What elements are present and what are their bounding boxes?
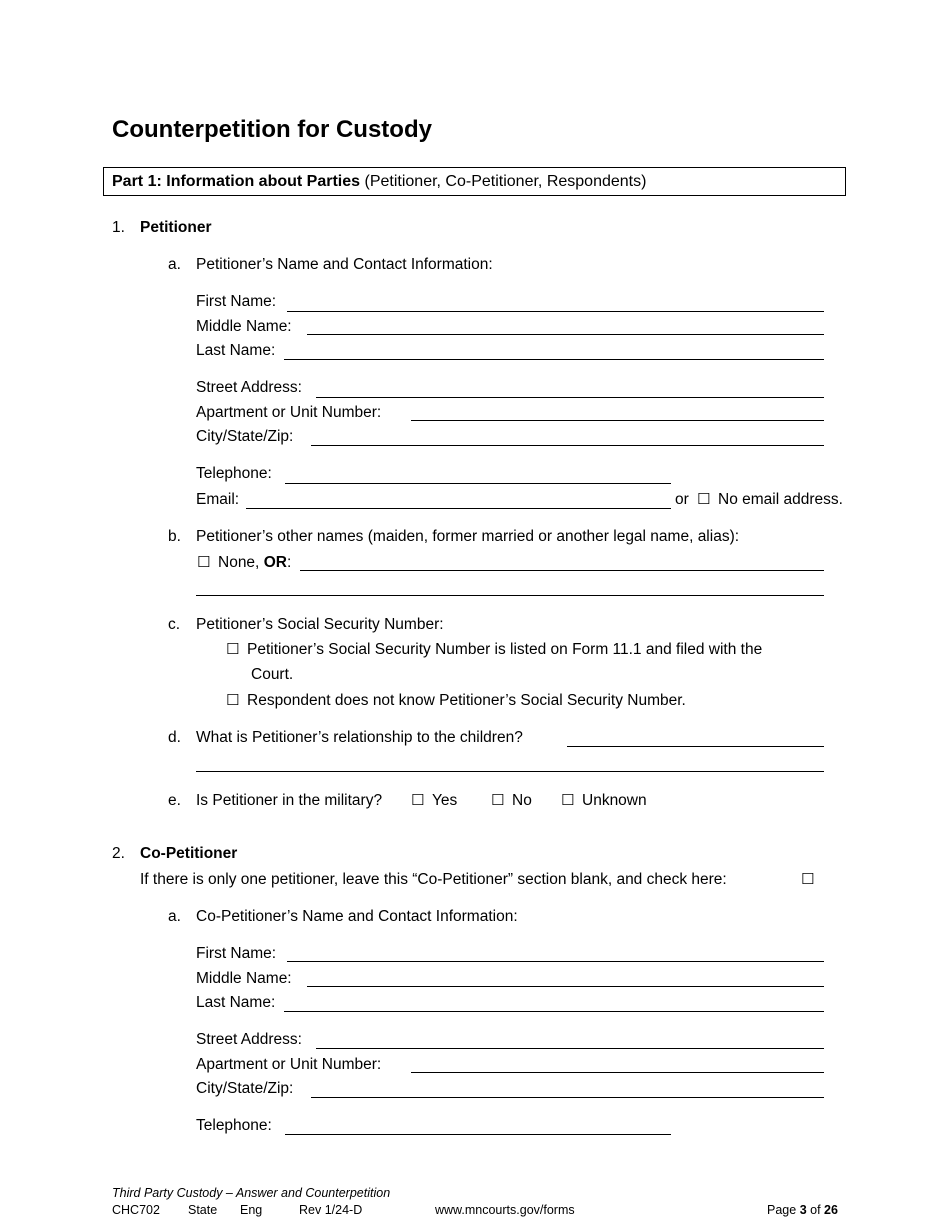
other-names-field-1[interactable] <box>300 570 824 571</box>
ssn-unknown-checkbox[interactable]: ☐ <box>226 691 240 709</box>
or-colon: : <box>286 554 292 571</box>
item-d-letter: d. <box>168 729 181 746</box>
co-item-a-label: Co-Petitioner’s Name and Contact Information: <box>196 908 518 925</box>
military-yes-label: Yes <box>432 792 458 809</box>
co-telephone-field[interactable] <box>285 1134 671 1135</box>
footer-page-of: of <box>810 1203 821 1217</box>
single-petitioner-checkbox[interactable]: ☐ <box>801 870 815 888</box>
item-b-label: Petitioner’s other names (maiden, former married or another legal name, alias): <box>196 528 740 545</box>
co-city-label: City/State/Zip: <box>196 1080 294 1097</box>
item-a-label: Petitioner’s Name and Contact Information: <box>196 256 493 273</box>
telephone-field[interactable] <box>285 483 671 484</box>
item-c-label: Petitioner’s Social Security Number: <box>196 616 444 633</box>
military-no-checkbox[interactable]: ☐ <box>491 791 505 809</box>
ssn-listed-checkbox[interactable]: ☐ <box>226 640 240 658</box>
co-middle-name-field[interactable] <box>307 986 824 987</box>
co-last-name-field[interactable] <box>284 1011 824 1012</box>
ssn-unknown-label: Respondent does not know Petitioner’s Social Security Number. <box>247 692 686 709</box>
item-a-letter: a. <box>168 256 181 273</box>
first-name-label: First Name: <box>196 293 277 310</box>
section2-heading: Co-Petitioner <box>140 845 238 862</box>
apartment-label: Apartment or Unit Number: <box>196 404 382 421</box>
city-field[interactable] <box>311 445 824 446</box>
street-label: Street Address: <box>196 379 302 396</box>
last-name-field[interactable] <box>284 359 824 360</box>
none-text: None, <box>218 554 260 571</box>
email-label: Email: <box>196 491 240 508</box>
footer-page-total: 26 <box>824 1203 838 1217</box>
other-names-none-label <box>218 553 291 573</box>
military-yes-checkbox[interactable]: ☐ <box>411 791 425 809</box>
item-e-letter: e. <box>168 792 181 809</box>
email-or-text: or <box>675 491 689 508</box>
item-c-letter: c. <box>168 616 181 633</box>
co-apartment-label: Apartment or Unit Number: <box>196 1056 382 1073</box>
street-field[interactable] <box>316 397 824 398</box>
co-street-label: Street Address: <box>196 1031 302 1048</box>
ssn-listed-label: Petitioner’s Social Security Number is listed on Form 11.1 and filed with the <box>247 641 763 658</box>
last-name-label: Last Name: <box>196 342 276 359</box>
ssn-listed-label-cont: Court. <box>251 666 294 683</box>
footer-page-number: 3 <box>799 1203 807 1217</box>
co-city-field[interactable] <box>311 1097 824 1098</box>
middle-name-label: Middle Name: <box>196 318 292 335</box>
part1-heading: Part 1: Information about Parties <box>112 173 361 190</box>
relationship-field-2[interactable] <box>196 771 824 772</box>
other-names-field-2[interactable] <box>196 595 824 596</box>
copetitioner-instruction: If there is only one petitioner, leave this “Co-Petitioner” section blank, and check here: <box>140 871 727 888</box>
military-unknown-checkbox[interactable]: ☐ <box>561 791 575 809</box>
no-email-checkbox[interactable]: ☐ <box>697 490 711 508</box>
co-last-name-label: Last Name: <box>196 994 276 1011</box>
section1-number: 1. <box>112 219 125 236</box>
email-field[interactable] <box>246 508 671 509</box>
part1-header <box>112 172 646 192</box>
no-email-label: No email address. <box>718 491 843 508</box>
page-title: Counterpetition for Custody <box>112 116 432 143</box>
part1-subheading: (Petitioner, Co-Petitioner, Respondents) <box>364 173 647 190</box>
part1-header-box <box>103 167 846 196</box>
co-street-field[interactable] <box>316 1048 824 1049</box>
co-first-name-label: First Name: <box>196 945 277 962</box>
item-b-letter: b. <box>168 528 181 545</box>
telephone-label: Telephone: <box>196 465 272 482</box>
other-names-none-checkbox[interactable]: ☐ <box>197 553 211 571</box>
co-telephone-label: Telephone: <box>196 1117 272 1134</box>
footer-form-title: Third Party Custody – Answer and Counterpetition <box>112 1186 391 1200</box>
item-e-label: Is Petitioner in the military? <box>196 792 383 809</box>
co-middle-name-label: Middle Name: <box>196 970 292 987</box>
footer-state: State <box>188 1203 218 1217</box>
item-d-label: What is Petitioner’s relationship to the children? <box>196 729 523 746</box>
middle-name-field[interactable] <box>307 334 824 335</box>
co-item-a-letter: a. <box>168 908 181 925</box>
city-label: City/State/Zip: <box>196 428 294 445</box>
footer-code: CHC702 <box>112 1203 160 1217</box>
footer-url: www.mncourts.gov/forms <box>435 1203 575 1217</box>
co-first-name-field[interactable] <box>287 961 824 962</box>
apartment-field[interactable] <box>411 420 824 421</box>
or-text: OR <box>263 554 287 571</box>
footer-rev: Rev 1/24-D <box>299 1203 363 1217</box>
co-apartment-field[interactable] <box>411 1072 824 1073</box>
relationship-field-1[interactable] <box>567 746 824 747</box>
footer-lang: Eng <box>240 1203 263 1217</box>
military-unknown-label: Unknown <box>582 792 647 809</box>
footer-page-label: Page <box>767 1203 797 1217</box>
section2-number: 2. <box>112 845 125 862</box>
footer-page <box>767 1202 838 1218</box>
military-no-label: No <box>512 792 532 809</box>
section1-heading: Petitioner <box>140 219 212 236</box>
first-name-field[interactable] <box>287 311 824 312</box>
